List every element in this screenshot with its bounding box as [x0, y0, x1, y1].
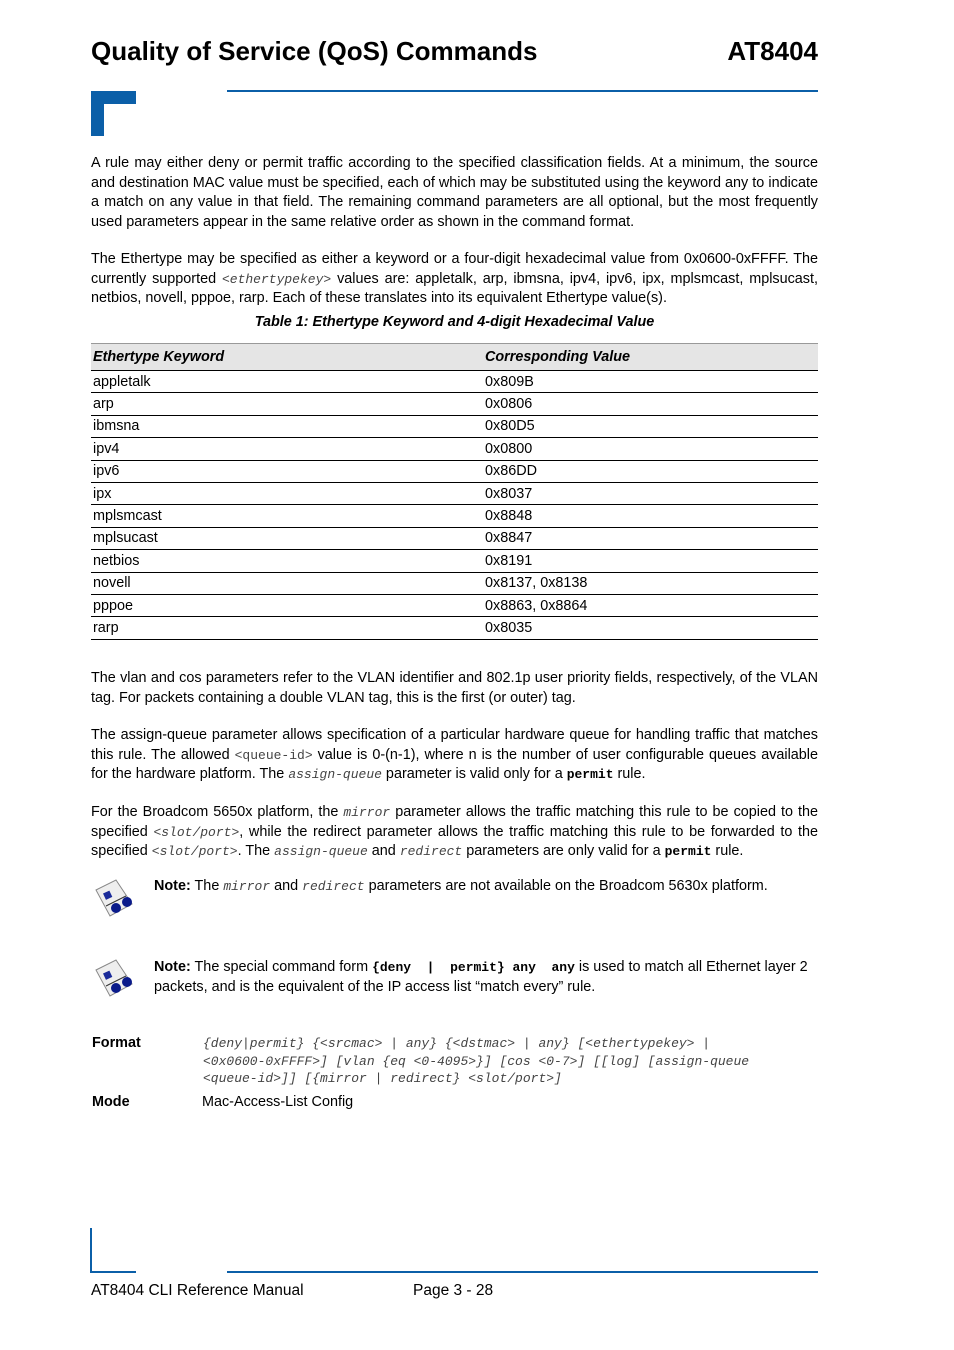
footer-manual-title: AT8404 CLI Reference Manual [91, 1282, 304, 1299]
table-row [91, 527, 818, 549]
keyword-cell: netbios [91, 550, 483, 572]
paragraph-rule-intro: A rule may either deny or permit traffic according to the specified classification fields. At a minimum, the source and destination MAC value must be specified, each of which may be substituted using the keyword any to indicate a match on any value in that field. The remaining command parameters are all optional, but the most frequently used parameters appear in the same relative order as shown in the command format. [91, 155, 818, 230]
table-row [91, 393, 818, 415]
note-icon [92, 958, 136, 1000]
value-cell: 0x8035 [483, 617, 818, 639]
mode-value: Mac-Access-List Config [202, 1094, 354, 1110]
value-cell: 0x8863, 0x8864 [483, 594, 818, 616]
keyword-cell: mplsmcast [91, 505, 483, 527]
value-cell: 0x8137, 0x8138 [483, 572, 818, 594]
value-cell: 0x8847 [483, 527, 818, 549]
table-row [91, 572, 818, 594]
footer-page-number: Page 3 - 28 [413, 1282, 494, 1299]
keyword-cell: mplsucast [91, 527, 483, 549]
footer-rule [227, 1271, 818, 1273]
footer-corner [90, 1271, 136, 1273]
footer-corner [90, 1228, 92, 1273]
keyword-cell: novell [91, 572, 483, 594]
value-cell: 0x8191 [483, 550, 818, 572]
paragraph-assign-queue: The assign-queue parameter allows specification of a particular hardware queue for handling traffic that matches this rule. The allowed <queue-id> value is 0-(n-1), where n is the number of user configurable queues available for the hardware platform. The assign-queue parameter is valid only for a permit rule. [91, 727, 818, 782]
header-rule [227, 90, 818, 92]
note-mirror-redirect: Note: The mirror and redirect parameters are not available on the Broadcom 5630x platform. [154, 878, 768, 894]
note-icon [92, 878, 136, 920]
format-syntax: {deny|permit} {<srcmac> | any} {<dstmac> | any} [<ethertypekey> | <0x0600-0xFFFF>] [vlan {eq <0-4095>}] [cos <0-7>] [[log] [assign-queue <queue-id>]] [{mirror | redirect} <slot/port>] [203, 1036, 750, 1086]
note-deny-permit-any: Note: The special command form {deny | permit} any any is used to match all Ethernet layer 2 packets, and is the equivalent of the IP access list “match every” rule. [154, 959, 808, 995]
table-row [91, 617, 818, 639]
value-cell: 0x86DD [483, 460, 818, 482]
keyword-cell: ibmsna [91, 415, 483, 437]
table-row [91, 460, 818, 482]
value-cell: 0x809B [483, 371, 818, 393]
value-cell: 0x0800 [483, 438, 818, 460]
table-row [91, 415, 818, 437]
table-row [91, 438, 818, 460]
page-title: Quality of Service (QoS) Commands [91, 36, 538, 66]
column-header: Ethertype Keyword [91, 344, 483, 371]
ethertype-table [91, 343, 818, 640]
product-name: AT8404 [727, 36, 818, 66]
keyword-cell: ipx [91, 482, 483, 504]
paragraph-ethertype: The Ethertype may be specified as either a keyword or a four-digit hexadecimal value from 0x0600-0xFFFF. The currently supported <ethertypekey> values are: appletalk, arp, ibmsna, ipv4, ipv6, ipx, mplsmcast, mplsucast, netbios, novell, pppoe, rarp. Each of these translates into its equivalent Ethertype value(s). [91, 251, 818, 306]
corner-mark [91, 91, 136, 104]
keyword-cell: rarp [91, 617, 483, 639]
table-row [91, 371, 818, 393]
keyword-cell: ipv6 [91, 460, 483, 482]
value-cell: 0x80D5 [483, 415, 818, 437]
mode-label: Mode [92, 1094, 130, 1110]
value-cell: 0x8037 [483, 482, 818, 504]
paragraph-mirror-redirect: For the Broadcom 5650x platform, the mirror parameter allows the traffic matching this rule to be copied to the specified <slot/port>, while the redirect parameter allows the traffic matching this rule to be forwarded to the specified <slot/port>. The assign-queue and redirect parameters are only valid for a permit rule. [91, 804, 819, 859]
table-row [91, 505, 818, 527]
keyword-cell: arp [91, 393, 483, 415]
table-caption: Table 1: Ethertype Keyword and 4-digit Hexadecimal Value [254, 314, 655, 330]
table-row [91, 594, 818, 616]
table-row [91, 482, 818, 504]
format-label: Format [92, 1035, 141, 1051]
keyword-cell: pppoe [91, 594, 483, 616]
column-header: Corresponding Value [483, 344, 818, 371]
keyword-cell: appletalk [91, 371, 483, 393]
value-cell: 0x8848 [483, 505, 818, 527]
paragraph-vlan-cos: The vlan and cos parameters refer to the VLAN identifier and 802.1p user priority fields, respectively, of the VLAN tag. For packets containing a double VLAN tag, this is the first (or outer) tag. [91, 670, 818, 706]
keyword-cell: ipv4 [91, 438, 483, 460]
table-row [91, 550, 818, 572]
value-cell: 0x0806 [483, 393, 818, 415]
